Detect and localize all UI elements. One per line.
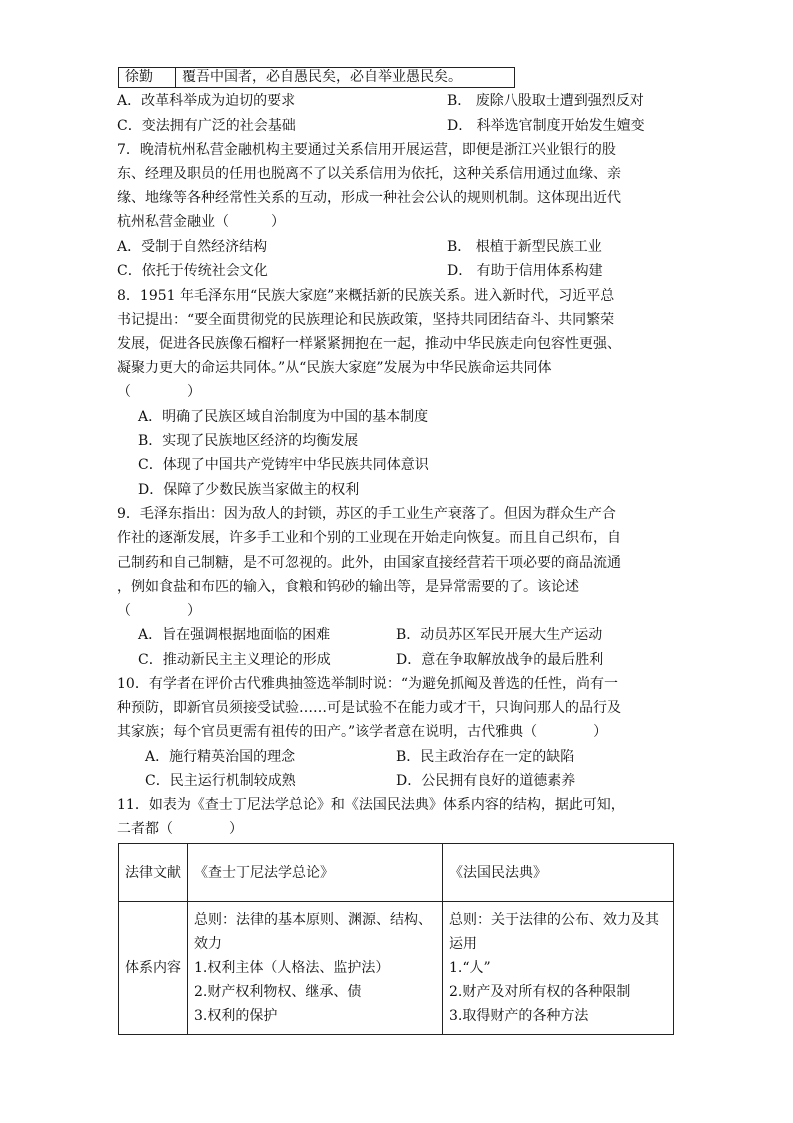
justinian-item: 2.财产权利物权、继承、债: [194, 984, 362, 1000]
q7-stem-line: 缘、地缘等各种经常性关系的互动，形成一种社会公认的规则机制。这体现出近代: [117, 190, 621, 206]
justinian-item: 3.权利的保护: [194, 1008, 278, 1024]
q7-option-d[interactable]: D． 有助于信用体系构建: [447, 263, 603, 279]
q7-option-a[interactable]: A．受制于自然经济结构: [117, 239, 268, 255]
q8-option-c[interactable]: C．体现了中国共产党铸牢中华民族共同体意识: [138, 457, 429, 473]
q7-option-c[interactable]: C．依托于传统社会文化: [117, 263, 268, 279]
french-content-cell: [443, 902, 674, 1035]
q6-option-b[interactable]: B． 废除八股取士遭到强烈反对: [447, 93, 644, 109]
q8-stem-line: 8．1951 年毛泽东用“民族大家庭”来概括新的民族关系。进入新时代，习近平总: [117, 288, 615, 304]
q9-stem-line: 作社的逐渐发展，许多手工业和个别的工业现在开始走向恢复。而且自己织布，自: [117, 530, 621, 546]
q8-stem-line: 发展，促进各民族像石榴籽一样紧紧拥抱在一起，推动中华民族走向包容性更强、: [117, 336, 621, 352]
q9-option-d[interactable]: D．意在争取解放战争的最后胜利: [396, 652, 604, 668]
quote-table: [118, 67, 515, 88]
table-row-label: 体系内容: [119, 902, 188, 1035]
q11-stem-line: 二者都（ ）: [117, 821, 243, 837]
justinian-item: 1.权利主体（人格法、监护法）: [194, 960, 390, 976]
table-header-cell: 《查士丁尼法学总论》: [188, 844, 443, 902]
table-header-cell: 法律文献: [119, 844, 188, 902]
q8-stem-line: 凝聚力更大的命运共同体。”从“民族大家庭”发展为中华民族命运共同体: [117, 360, 552, 376]
q9-option-c[interactable]: C．推动新民主主义理论的形成: [138, 652, 331, 668]
q11-stem-line: 11．如表为《查士丁尼法学总论》和《法国民法典》体系内容的结构，据此可知，: [117, 797, 625, 813]
q6-option-d[interactable]: D． 科举选官制度开始发生嬗变: [447, 118, 645, 134]
q8-option-b[interactable]: B．实现了民族地区经济的均衡发展: [138, 433, 359, 449]
q9-stem-line: 己制药和自己制糖，是不可忽视的。此外，由国家直接经营若干项必要的商品流通: [117, 555, 621, 571]
q9-option-a[interactable]: A．旨在强调根据地面临的困难: [138, 627, 331, 643]
q7-stem-line: 东、经理及职员的任用也脱离不了以关系信用为依托，这种关系信用通过血缘、亲: [117, 166, 621, 182]
french-item: 2.财产及对所有权的各种限制: [449, 984, 631, 1000]
q10-option-c[interactable]: C．民主运行机制较成熟: [145, 773, 296, 789]
q9-stem-line: 9．毛泽东指出：因为敌人的封锁，苏区的手工业生产衰落了。但因为群众生产合: [117, 506, 616, 522]
q9-stem-line: ，例如食盐和布匹的输入，食粮和钨砂的输出等，是异常需要的了。该论述: [117, 579, 579, 595]
q8-answer-blank: （ ）: [117, 384, 201, 400]
q10-stem-line: 其家族；每个官员更需有祖传的田产。”该学者意在说明，古代雅典（ ）: [117, 724, 608, 740]
quote-author: 徐勤: [119, 68, 176, 88]
french-item: 总则：关于法律的公布、效力及其运用: [449, 912, 659, 952]
justinian-content-cell: [188, 902, 443, 1035]
french-item: 3.取得财产的各种方法: [449, 1008, 589, 1024]
q10-option-d[interactable]: D．公民拥有良好的道德素养: [396, 773, 576, 789]
q6-option-a[interactable]: A．改革科举成为迫切的要求: [117, 93, 296, 109]
q8-stem-line: 书记提出：“要全面贯彻党的民族理论和民族政策，坚持共同团结奋斗、共同繁荣: [117, 312, 615, 328]
law-comparison-table: [118, 843, 674, 1035]
q10-option-b[interactable]: B．民主政治存在一定的缺陷: [396, 749, 575, 765]
q10-stem-line: 种预防，即新官员须接受试验……可是试验不在能力或才干，只询问那人的品行及: [117, 700, 621, 716]
quote-text: 覆吾中国者，必自愚民矣，必自举业愚民矣。: [176, 68, 515, 88]
justinian-item: 总则：法律的基本原则、渊源、结构、效力: [194, 912, 432, 952]
q6-option-c[interactable]: C．变法拥有广泛的社会基础: [117, 118, 296, 134]
q9-option-b[interactable]: B．动员苏区军民开展大生产运动: [396, 627, 603, 643]
q10-option-a[interactable]: A．施行精英治国的理念: [145, 749, 296, 765]
q7-stem-line: 杭州私营金融业（ ）: [117, 214, 285, 230]
q10-stem-line: 10．有学者在评价古代雅典抽签选举制时说：“为避免抓阄及普选的任性，尚有一: [117, 676, 618, 692]
q8-option-d[interactable]: D．保障了少数民族当家做主的权利: [138, 482, 360, 498]
table-header-cell: 《法国民法典》: [443, 844, 674, 902]
q7-option-b[interactable]: B． 根植于新型民族工业: [447, 239, 602, 255]
q9-answer-blank: （ ）: [117, 603, 201, 619]
french-item: 1.“人”: [449, 960, 491, 976]
q7-stem-line: 7．晚清杭州私营金融机构主要通过关系信用开展运营，即便是浙江兴业银行的股: [117, 142, 616, 158]
q8-option-a[interactable]: A．明确了民族区域自治制度为中国的基本制度: [138, 409, 429, 425]
